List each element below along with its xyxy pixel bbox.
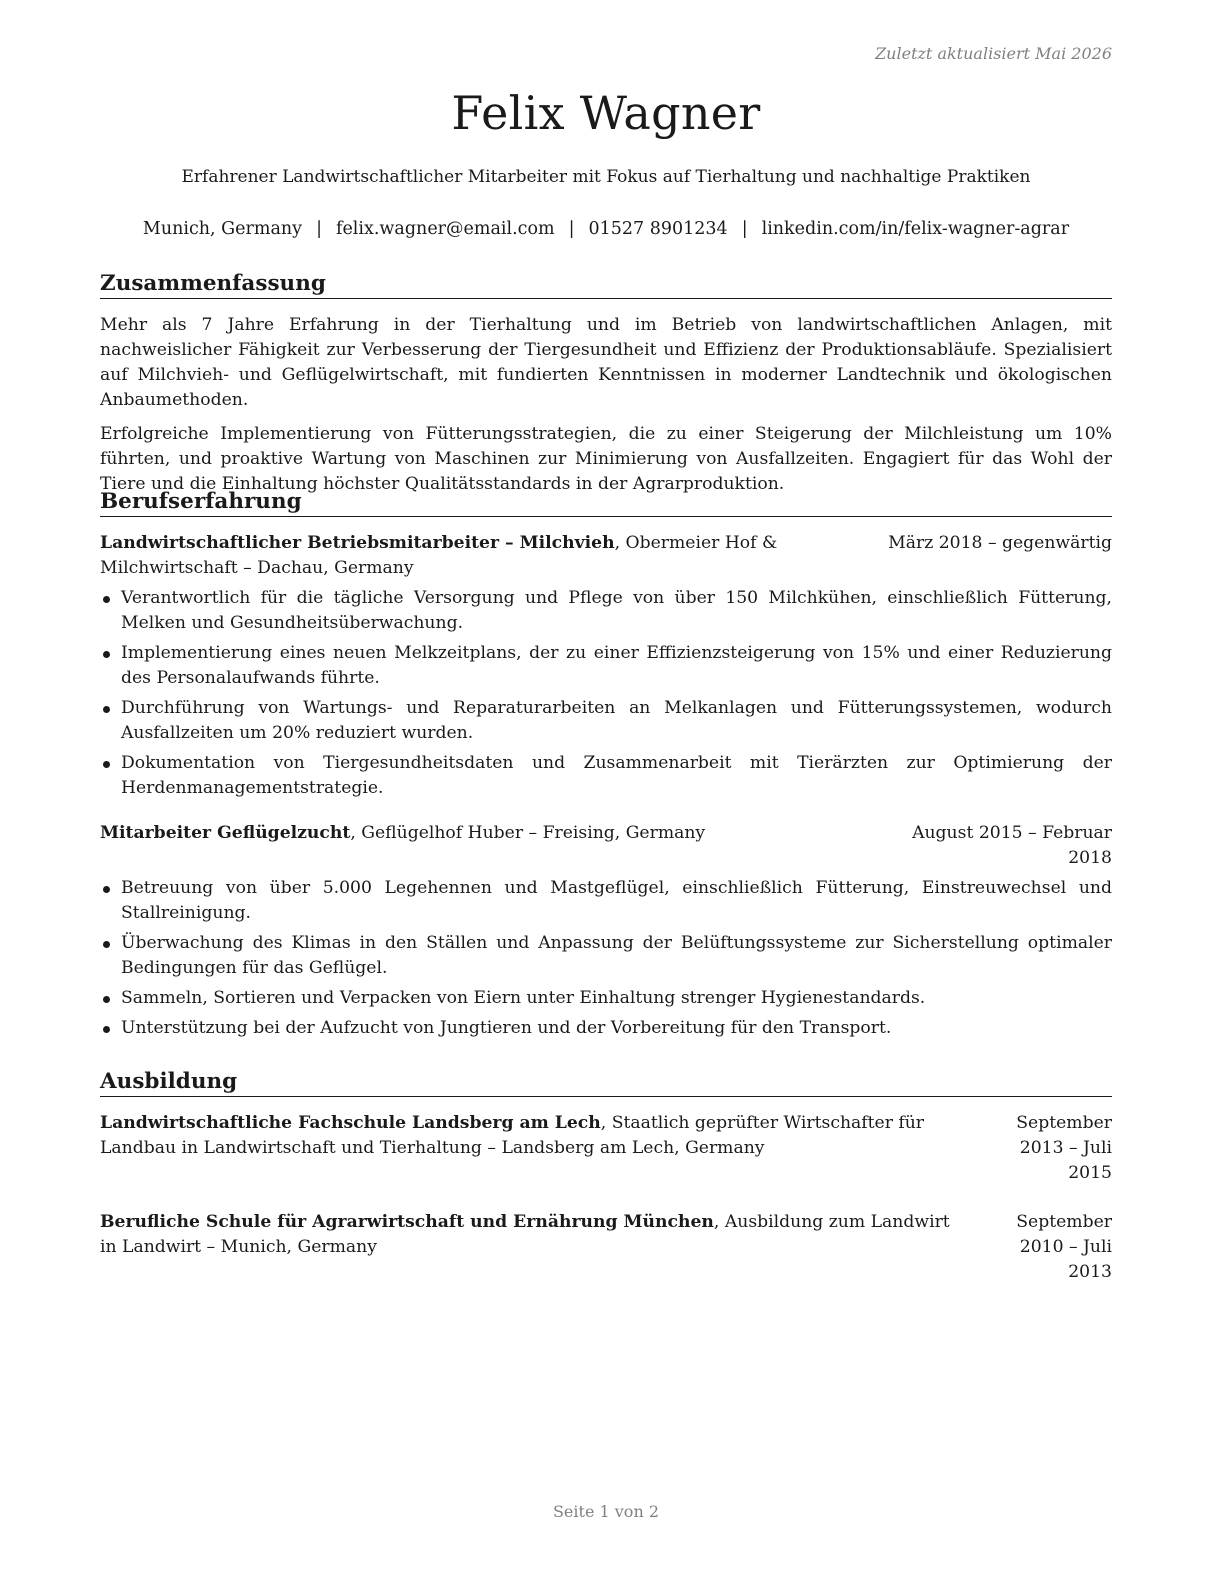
education-dates: September 2013 – Juli 2015 [1016,1113,1112,1183]
contact-location: Munich, Germany [142,219,303,239]
bullet-icon [103,1026,110,1033]
bullet-icon [103,706,110,713]
contact-linkedin[interactable]: linkedin.com/in/felix-wagner-agrar [761,219,1070,239]
candidate-name: Felix Wagner [451,86,761,140]
education-header [100,1210,1112,1285]
contact-separator: | [568,219,575,239]
list-item: Unterstützung bei der Aufzucht von Jungtieren und der Vorbereitung für den Transport. [100,1016,1112,1041]
experience-section [100,489,1112,1046]
summary-paragraph: Mehr als 7 Jahre Erfahrung in der Tierhaltung und im Betrieb von landwirtschaftlichen Anlagen, mit nachweislicher Fähigkeit zur Verbesserung der Tiergesundheit und Effizienz der Produktionsabläufe. Spezialisiert auf Milchvieh- und Geflügelwirtschaft, mit fundierten Kenntnissen in moderner Landtechnik und ökologischen Anbaumethoden. [100,315,1112,410]
job-role: Mitarbeiter Geflügelzucht [100,823,351,843]
education-school: Landwirtschaftliche Fachschule Landsberg am Lech [100,1113,601,1133]
contact-separator: | [741,219,748,239]
candidate-tagline: Erfahrener Landwirtschaftlicher Mitarbeiter mit Fokus auf Tierhaltung und nachhaltige Praktiken [181,167,1031,187]
education-details: , Ausbildung zum Landwirt in Landwirt – Munich, Germany [100,1212,950,1257]
section-title-education: Ausbildung [100,1069,1112,1097]
list-item: Verantwortlich für die tägliche Versorgung und Pflege von über 150 Milchkühen, einschließlich Fütterung, Melken und Gesundheitsüberwachung. [100,586,1112,636]
resume-page [100,0,1112,1584]
list-item: Dokumentation von Tiergesundheitsdaten und Zusammenarbeit mit Tierärzten zur Optimierung der Herdenmanagementstrategie. [100,751,1112,801]
job-header [100,821,1112,871]
bullet-icon [103,651,110,658]
section-title-experience: Berufserfahrung [100,489,1112,517]
page-number: Seite 1 von 2 [552,1502,660,1521]
job-role: Landwirtschaftlicher Betriebsmitarbeiter – Milchvieh [100,533,615,553]
summary-section [100,271,1112,497]
bullet-icon [103,596,110,603]
last-updated: Zuletzt aktualisiert Mai 2026 [875,44,1112,63]
list-item: Sammeln, Sortieren und Verpacken von Eiern unter Einhaltung strenger Hygienestandards. [100,986,1112,1011]
job-header [100,531,1112,581]
job-details: , Geflügelhof Huber – Freising, Germany [350,823,706,843]
job-dates: August 2015 – Februar 2018 [912,823,1112,868]
job-details: , Obermeier Hof & Milchwirtschaft – Dachau, Germany [100,533,778,578]
job-entry [100,531,1112,801]
list-item: Durchführung von Wartungs- und Reparaturarbeiten an Melkanlagen und Fütterungssystemen, wodurch Ausfallzeiten um 20% reduziert wurden. [100,696,1112,746]
list-item: Überwachung des Klimas in den Ställen und Anpassung der Belüftungssysteme zur Sicherstellung optimaler Bedingungen für das Geflügel. [100,931,1112,981]
list-item: Implementierung eines neuen Melkzeitplans, der zu einer Effizienzsteigerung von 15% und einer Reduzierung des Personalaufwands führte. [100,641,1112,691]
contact-line [100,219,1112,239]
contact-email[interactable]: felix.wagner@email.com [335,219,555,239]
summary-paragraph: Erfolgreiche Implementierung von Fütterungsstrategien, die zu einer Steigerung der Milchleistung um 10% führten, und proaktive Wartung von Maschinen zur Minimierung von Ausfallzeiten. Engagiert für das Wohl der Tiere und die Einhaltung höchster Qualitätsstandards in der Agrarproduktion. [100,424,1112,494]
job-dates: März 2018 – gegenwärtig [888,533,1112,553]
contact-phone: 01527 8901234 [588,219,728,239]
bullet-icon [103,941,110,948]
job-bullets [100,586,1112,801]
bullet-icon [103,886,110,893]
job-bullets [100,876,1112,1041]
section-title-summary: Zusammenfassung [100,271,1112,299]
job-entry [100,821,1112,1041]
list-item: Betreuung von über 5.000 Legehennen und Mastgeflügel, einschließlich Fütterung, Einstreuwechsel und Stallreinigung. [100,876,1112,926]
education-details: , Staatlich geprüfter Wirtschafter für Landbau in Landwirtschaft und Tierhaltung – Landsberg am Lech, Germany [100,1113,925,1158]
education-entry [100,1111,1112,1186]
bullet-icon [103,996,110,1003]
education-entry [100,1210,1112,1285]
education-dates: September 2010 – Juli 2013 [1016,1212,1112,1282]
education-header [100,1111,1112,1186]
bullet-icon [103,761,110,768]
education-school: Berufliche Schule für Agrarwirtschaft und Ernährung München [100,1212,714,1232]
contact-separator: | [316,219,322,239]
education-section [100,1069,1112,1285]
